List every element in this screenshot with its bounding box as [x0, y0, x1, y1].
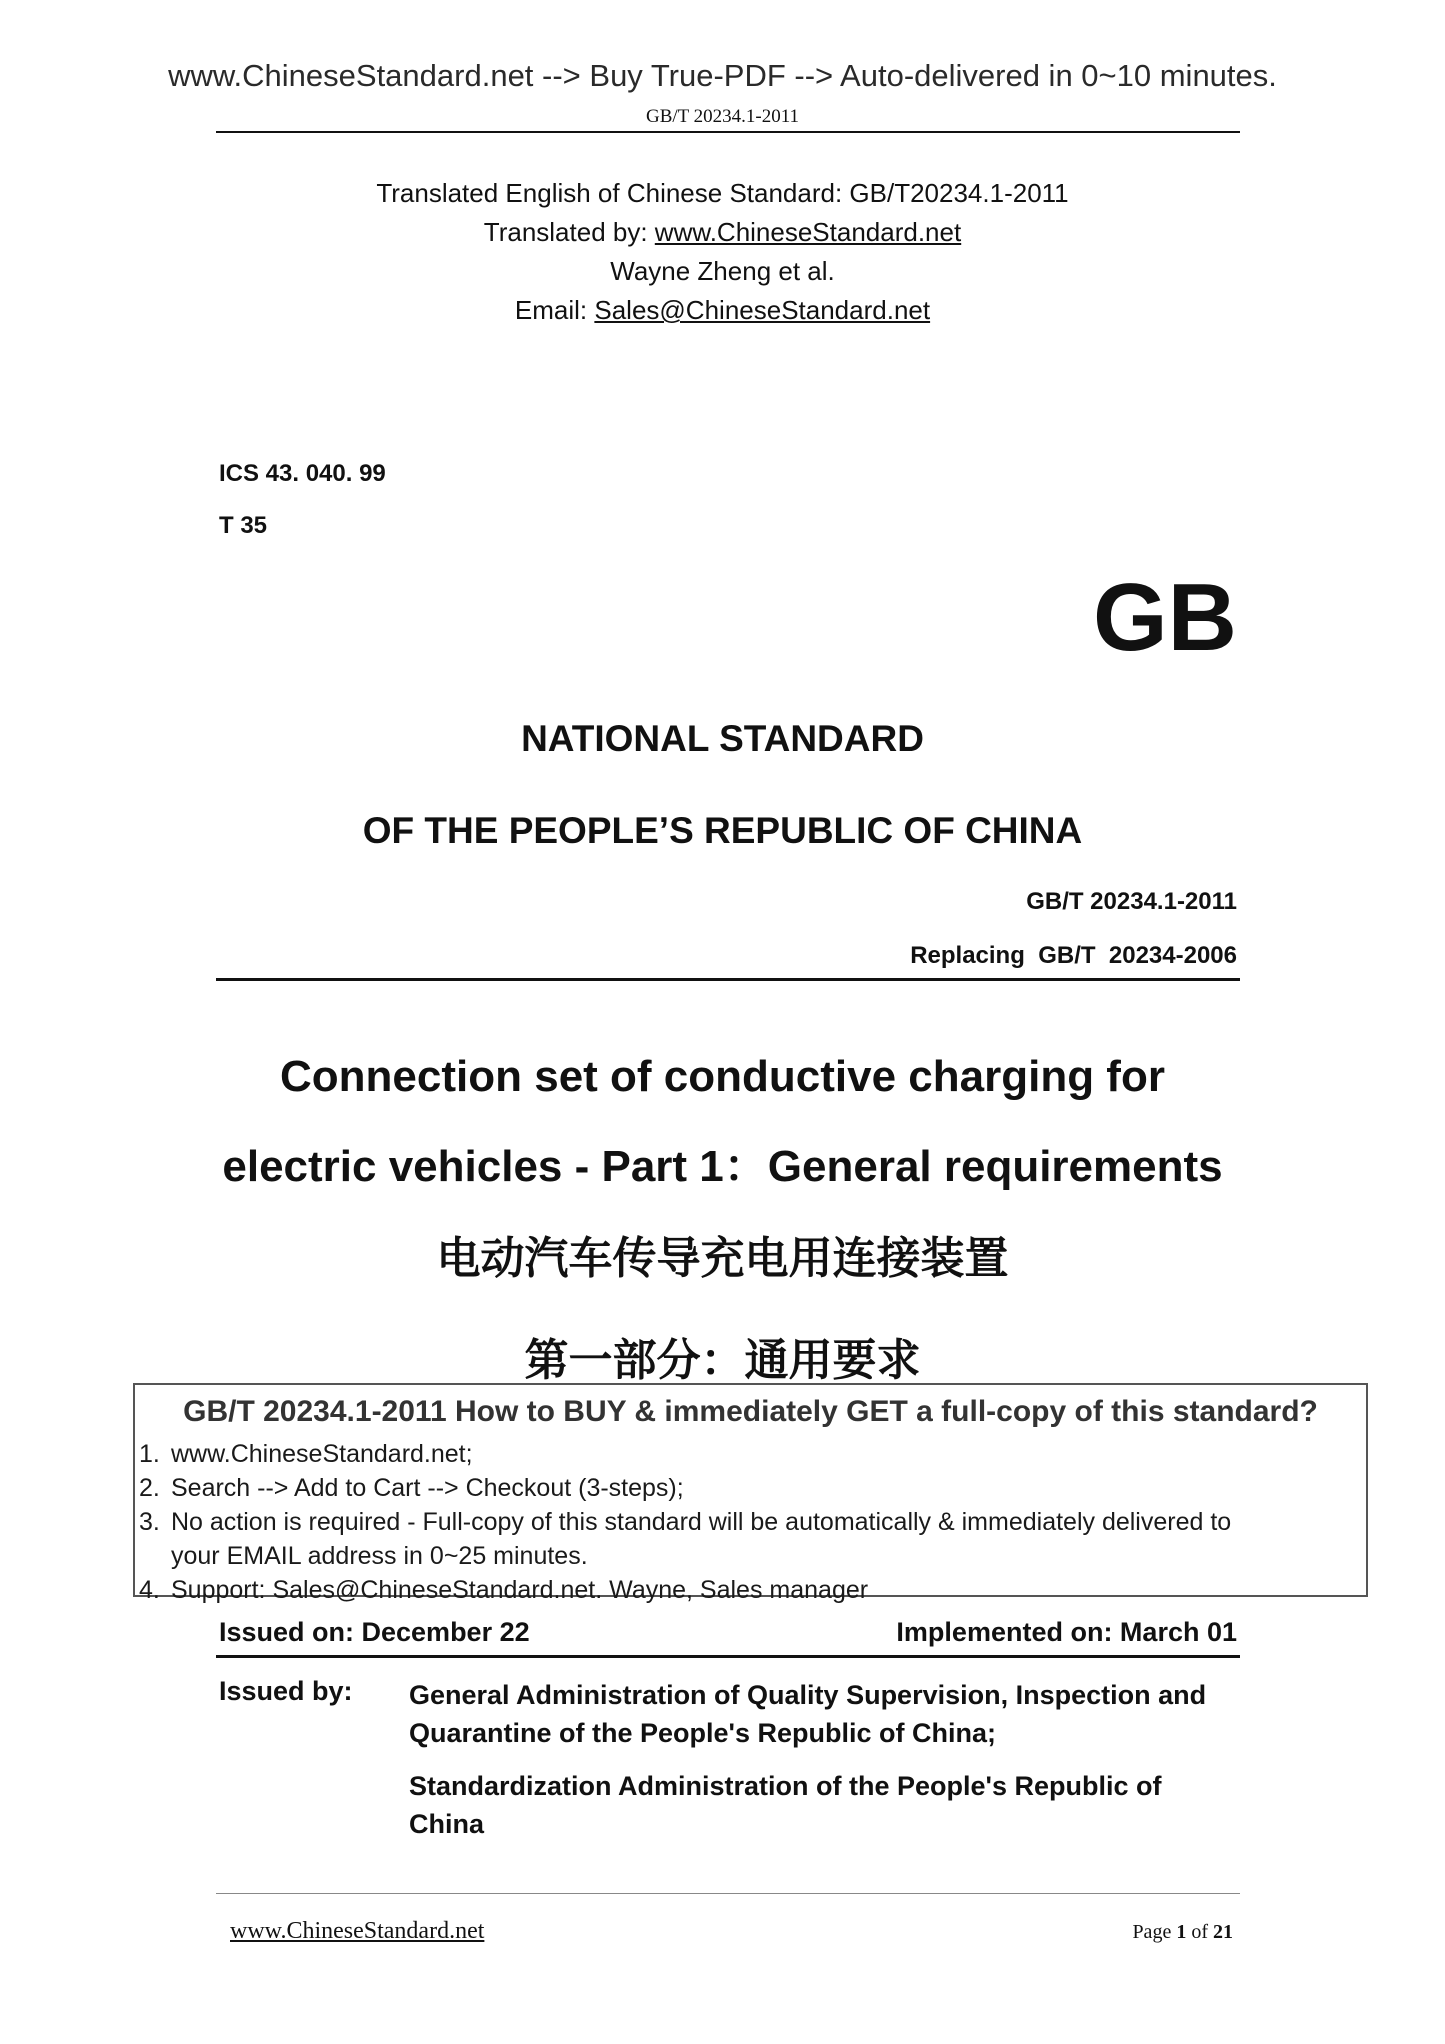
email-label: Email:	[514, 295, 595, 325]
footer-divider	[216, 1893, 1240, 1894]
implemented-on-date: Implemented on: March 01	[896, 1617, 1237, 1647]
title-divider	[216, 978, 1240, 981]
header-standard-code: GB/T 20234.1-2011	[645, 106, 800, 127]
page-number: 1	[1176, 1921, 1187, 1943]
ics-code: ICS 43. 040. 99	[219, 460, 386, 487]
translator-names: Wayne Zheng et al.	[610, 256, 835, 286]
translation-title: Translated English of Chinese Standard: GB/T20234.1-2011	[376, 178, 1069, 208]
sales-email-link[interactable]: Sales@ChineseStandard.net	[594, 295, 931, 325]
footer-website-link[interactable]: www.ChineseStandard.net	[230, 1918, 485, 1944]
header-divider	[216, 131, 1240, 133]
translated-by-label: Translated by:	[483, 217, 655, 247]
issuing-organization-2: Standardization Administration of the People's Republic of China	[409, 1771, 1162, 1839]
list-item: 2. Search --> Add to Cart --> Checkout (3-steps);	[139, 1474, 684, 1502]
replacing-standard: Replacing GB/T 20234-2006	[910, 942, 1237, 969]
t-code: T 35	[219, 512, 268, 539]
list-item: 4. Support: Sales@ChineseStandard.net. Wayne, Sales manager	[139, 1576, 869, 1604]
purchase-info-box	[133, 1383, 1368, 1604]
issued-on-date: Issued on: December 22	[219, 1617, 530, 1647]
list-item: your EMAIL address in 0~25 minutes.	[171, 1542, 588, 1570]
national-standard-country: OF THE PEOPLE’S REPUBLIC OF CHINA	[362, 810, 1083, 851]
translator-email-line	[0, 295, 1445, 326]
national-standard-heading: NATIONAL STANDARD	[521, 718, 924, 759]
issued-by-label: Issued by:	[219, 1676, 353, 1706]
standard-number: GB/T 20234.1-2011	[1026, 888, 1237, 915]
purchase-steps-list	[135, 1437, 1231, 1607]
purchase-info-heading: GB/T 20234.1-2011 How to BUY & immediately GET a full-copy of this standard?	[183, 1395, 1318, 1428]
chinese-title-line-2: 第一部分：通用要求	[524, 1335, 921, 1386]
page-total: 21	[1213, 1921, 1233, 1943]
english-title-line-2: electric vehicles - Part 1：General requirements	[222, 1142, 1223, 1191]
chinese-title-line-1: 电动汽车传导充电用连接装置	[436, 1233, 1009, 1284]
gb-mark: GB	[1093, 564, 1237, 671]
issuing-organization-1: General Administration of Quality Supervision, Inspection and Quarantine of the People's Republic of China;	[409, 1680, 1207, 1748]
english-title-line-1: Connection set of conductive charging for	[280, 1052, 1165, 1101]
list-item: 3. No action is required - Full-copy of this standard will be automatically & immediately delivered to	[139, 1508, 1232, 1536]
list-item: 1. www.ChineseStandard.net;	[139, 1440, 473, 1468]
top-banner: www.ChineseStandard.net --> Buy True-PDF --> Auto-delivered in 0~10 minutes.	[168, 58, 1277, 93]
translated-by-line	[0, 217, 1445, 248]
translator-website-link[interactable]: www.ChineseStandard.net	[654, 217, 962, 247]
page-indicator: Page 1 of 21	[1132, 1921, 1233, 1943]
dates-divider	[216, 1655, 1240, 1658]
